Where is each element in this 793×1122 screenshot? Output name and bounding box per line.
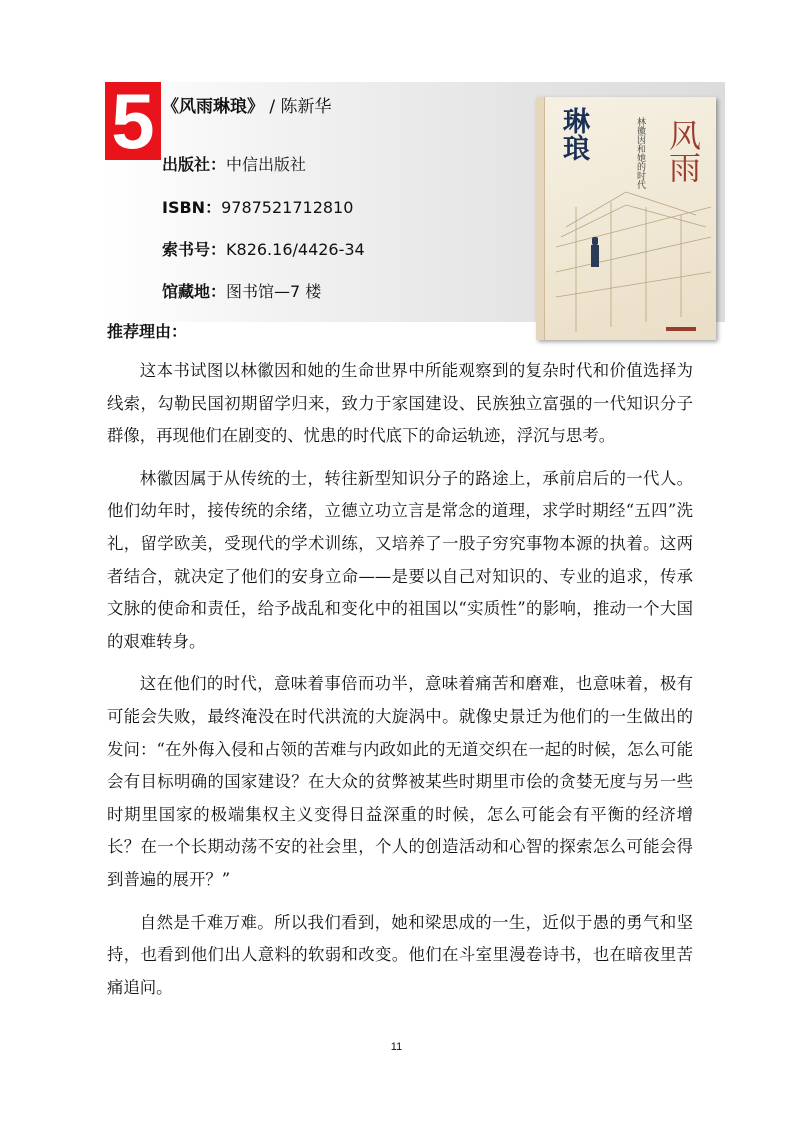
book-cover-image: [536, 97, 716, 340]
cover-subtitle: 林徽因和她的时代: [635, 117, 645, 189]
book-title: 《风雨琳琅》: [162, 97, 264, 117]
info-key: ISBN：: [162, 198, 222, 217]
info-location: [162, 279, 321, 302]
info-value: 中信出版社: [226, 155, 307, 174]
paragraph: 这在他们的时代，意味着事倍而功半，意味着痛苦和磨难，也意味着，极有可能会失败，最终淹没在时代洪流的大旋涡中。就像史景迁为他们的一生做出的发问：“在外侮入侵和占领的苦难与内政如此的无道交织在一起的时候，怎么可能会有目标明确的国家建设？在大众的贫弊被某些时期里市侩的贪婪无度与另一些时期里国家的极端集权主义变得日益深重的时候，怎么可能会有平衡的经济增长？在一个长期动荡不安的社会里，个人的创造活动和心智的探索怎么可能会得到普遍的展开？”: [107, 674, 693, 889]
paragraph: 这本书试图以林徽因和她的生命世界中所能观察到的复杂时代和价值选择为线索，勾勒民国初期留学归来，致力于家国建设、民族独立富强的一代知识分子群像，再现他们在剧变的、忧患的时代底下的命运轨迹，浮沉与思考。: [107, 361, 693, 446]
paragraph: 林徽因属于从传统的士，转往新型知识分子的路途上，承前启后的一代人。他们幼年时，接传统的余绪，立德立功立言是常念的道理，求学时期经“五四”洗礼，留学欧美，受现代的学术训练，又培养了一股子穷究事物本源的执着。这两者结合，就决定了他们的安身立命——是要以自己对知识的、专业的追求，传承文脉的使命和责任，给予战乱和变化中的祖国以“实质性”的影响，推动一个大国的艰难转身。: [107, 468, 693, 651]
entry-number-badge: 5: [105, 82, 161, 160]
book-author: 陈新华: [280, 97, 332, 117]
cover-title-right: 风雨: [664, 119, 702, 183]
info-isbn: [162, 195, 353, 218]
info-publisher: [162, 152, 306, 175]
paragraph: 自然是千难万难。所以我们看到，她和梁思成的一生，近似于愚的勇气和坚持，也看到他们出人意料的软弱和改变。他们在斗室里漫卷诗书，也在暗夜里苦痛追问。: [107, 912, 693, 997]
info-key: 馆藏地：: [162, 282, 227, 301]
info-value: 图书馆—7 楼: [226, 282, 322, 301]
recommendation-body: [107, 355, 693, 1014]
info-value: K826.16/4426-34: [226, 240, 365, 259]
info-call-number: [162, 237, 365, 260]
book-title-line: [162, 92, 332, 117]
page-number: 11: [390, 1041, 403, 1053]
info-key: 索书号：: [162, 240, 227, 259]
info-key: 出版社：: [162, 155, 227, 174]
reason-label: 推荐理由：: [107, 322, 188, 341]
title-separator: /: [269, 97, 276, 117]
info-value: 9787521712810: [221, 198, 354, 217]
cover-title-left: 琳琅: [558, 107, 589, 161]
